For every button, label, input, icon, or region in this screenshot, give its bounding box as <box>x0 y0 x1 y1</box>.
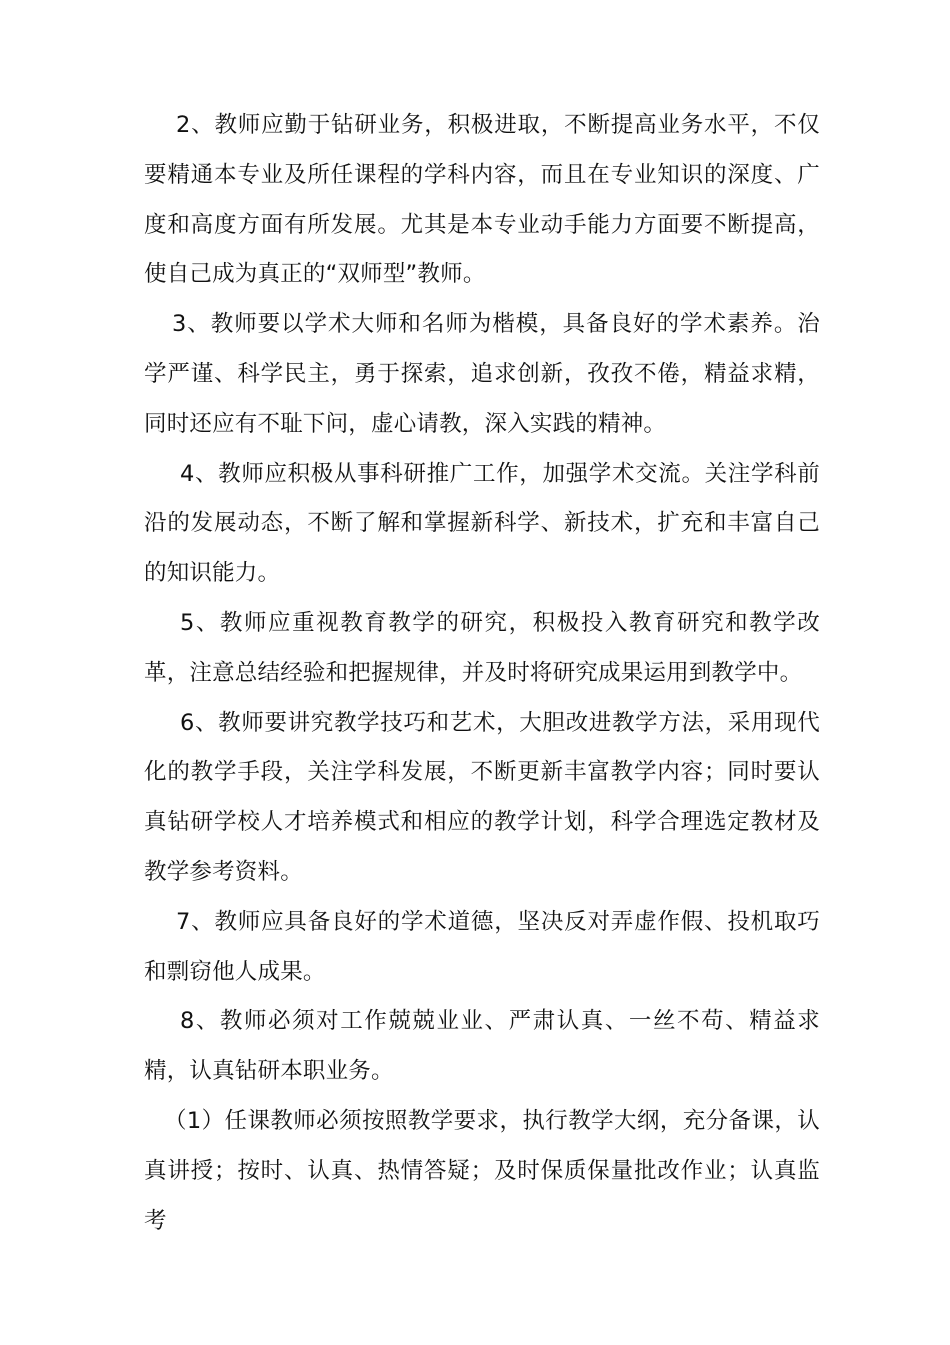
paragraph-item-8: 8、教师必须对工作兢兢业业、严肃认真、一丝不苟、精益求精，认真钻研本职业务。 <box>144 1008 820 1085</box>
paragraph-item-8-1: （1）任课教师必须按照教学要求，执行教学大纲，充分备课，认真讲授；按时、认真、热情答疑；及时保质保量批改作业；认真监考 <box>144 1107 820 1234</box>
paragraph-item-6: 6、教师要讲究教学技巧和艺术，大胆改进教学方法，采用现代化的教学手段，关注学科发展，不断更新丰富教学内容；同时要认真钻研学校人才培养模式和相应的教学计划，科学合理选定教材及教学参考资料。 <box>144 709 820 885</box>
document-body <box>144 101 820 1246</box>
paragraph-item-3: 3、教师要以学术大师和名师为楷模，具备良好的学术素养。治学严谨、科学民主，勇于探索，追求创新，孜孜不倦，精益求精，同时还应有不耻下问，虚心请教，深入实践的精神。 <box>144 311 820 437</box>
paragraph-item-7: 7、教师应具备良好的学术道德，坚决反对弄虚作假、投机取巧和剽窃他人成果。 <box>144 908 820 985</box>
paragraph-item-4: 4、教师应积极从事科研推广工作，加强学术交流。关注学科前沿的发展动态，不断了解和掌握新科学、新技术，扩充和丰富自己的知识能力。 <box>144 460 820 587</box>
paragraph-item-5: 5、教师应重视教育教学的研究，积极投入教育研究和教学改革，注意总结经验和把握规律，并及时将研究成果运用到教学中。 <box>144 609 820 686</box>
paragraph-item-2: 2、教师应勤于钻研业务，积极进取，不断提高业务水平，不仅要精通本专业及所任课程的学科内容，而且在专业知识的深度、广度和高度方面有所发展。尤其是本专业动手能力方面要不断提高，使自己成为真正的“双师型”教师。 <box>144 112 820 288</box>
